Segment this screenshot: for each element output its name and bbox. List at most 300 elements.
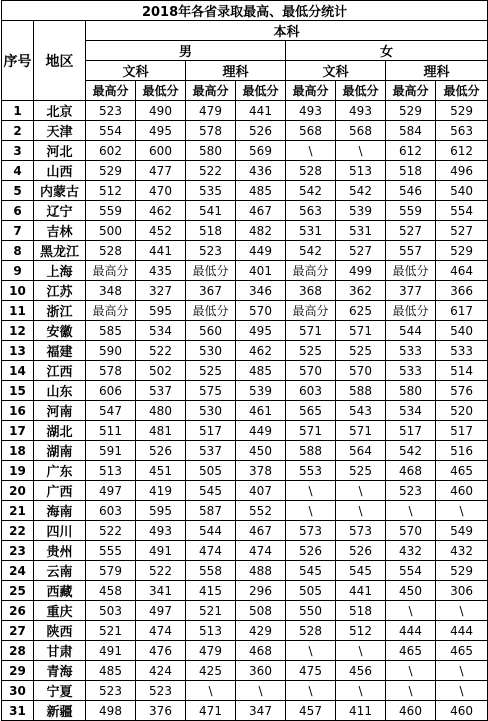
score-cell: 最低分 <box>386 301 436 321</box>
score-cell: 537 <box>186 441 236 461</box>
score-cell: 523 <box>86 101 136 121</box>
table-row <box>2 321 488 341</box>
score-cell: 490 <box>136 101 186 121</box>
score-cell: 429 <box>236 621 286 641</box>
score-cell: 559 <box>386 201 436 221</box>
score-cell: 580 <box>186 141 236 161</box>
score-cell: 543 <box>336 401 386 421</box>
score-cell: 485 <box>86 661 136 681</box>
table-row <box>2 241 488 261</box>
score-cell: 471 <box>186 701 236 721</box>
score-cell: 495 <box>236 321 286 341</box>
row-index: 10 <box>2 281 34 301</box>
row-index: 28 <box>2 641 34 661</box>
score-cell: \ <box>336 641 386 661</box>
table-row <box>2 581 488 601</box>
female-science-header: 理科 <box>386 61 488 81</box>
max-header: 最高分 <box>86 81 136 101</box>
score-cell: 588 <box>336 381 386 401</box>
score-cell: 590 <box>86 341 136 361</box>
score-cell: 514 <box>436 361 488 381</box>
score-cell: 505 <box>186 461 236 481</box>
score-cell: 528 <box>286 621 336 641</box>
score-cell: 540 <box>436 321 488 341</box>
score-cell: 571 <box>286 321 336 341</box>
score-cell: 545 <box>286 561 336 581</box>
row-index: 23 <box>2 541 34 561</box>
score-cell: 464 <box>436 261 488 281</box>
table-row <box>2 481 488 501</box>
score-cell: 378 <box>236 461 286 481</box>
score-cell: 549 <box>436 521 488 541</box>
region-name: 西藏 <box>34 581 86 601</box>
table-row <box>2 361 488 381</box>
score-cell: 612 <box>386 141 436 161</box>
table-row <box>2 341 488 361</box>
region-name: 福建 <box>34 341 86 361</box>
score-cell: 542 <box>286 181 336 201</box>
score-cell: 606 <box>86 381 136 401</box>
score-cell: 460 <box>436 481 488 501</box>
female-header: 女 <box>286 41 488 61</box>
score-cell: 479 <box>186 641 236 661</box>
score-cell: 570 <box>236 301 286 321</box>
score-cell: 523 <box>186 241 236 261</box>
region-name: 陕西 <box>34 621 86 641</box>
score-cell: 最高分 <box>286 261 336 281</box>
score-cell: 493 <box>136 521 186 541</box>
row-index: 26 <box>2 601 34 621</box>
region-name: 黑龙江 <box>34 241 86 261</box>
row-index: 4 <box>2 161 34 181</box>
score-cell: 523 <box>136 681 186 701</box>
score-cell: 612 <box>436 141 488 161</box>
region-name: 浙江 <box>34 301 86 321</box>
table-row <box>2 441 488 461</box>
score-cell: 481 <box>136 421 186 441</box>
score-cell: 571 <box>336 421 386 441</box>
score-cell: 545 <box>336 561 386 581</box>
score-cell: 537 <box>136 381 186 401</box>
score-cell: 444 <box>436 621 488 641</box>
score-cell: 529 <box>436 561 488 581</box>
score-cell: 527 <box>386 221 436 241</box>
score-cell: 580 <box>386 381 436 401</box>
score-cell: 554 <box>386 561 436 581</box>
score-cell: 625 <box>336 301 386 321</box>
score-cell: 535 <box>186 181 236 201</box>
score-cell: 450 <box>386 581 436 601</box>
score-cell: 530 <box>186 341 236 361</box>
score-cell: 468 <box>386 461 436 481</box>
table-row <box>2 661 488 681</box>
score-cell: 最低分 <box>386 261 436 281</box>
score-cell: \ <box>386 661 436 681</box>
score-cell: 296 <box>236 581 286 601</box>
score-cell: 518 <box>336 601 386 621</box>
region-name: 内蒙古 <box>34 181 86 201</box>
score-cell: 474 <box>136 621 186 641</box>
score-cell: 517 <box>386 421 436 441</box>
table-row <box>2 281 488 301</box>
score-cell: 520 <box>436 401 488 421</box>
score-cell: 570 <box>336 361 386 381</box>
score-cell: 521 <box>186 601 236 621</box>
table-row <box>2 501 488 521</box>
region-name: 湖南 <box>34 441 86 461</box>
table-row <box>2 561 488 581</box>
score-cell: 518 <box>386 161 436 181</box>
score-cell: 419 <box>136 481 186 501</box>
score-cell: 513 <box>186 621 236 641</box>
region-name: 山西 <box>34 161 86 181</box>
region-name: 海南 <box>34 501 86 521</box>
score-cell: 522 <box>86 521 136 541</box>
region-header: 地区 <box>34 21 86 101</box>
score-cell: 533 <box>386 361 436 381</box>
score-cell: 552 <box>236 501 286 521</box>
score-cell: 575 <box>186 381 236 401</box>
row-index: 24 <box>2 561 34 581</box>
score-cell: 441 <box>236 101 286 121</box>
table-row <box>2 701 488 721</box>
region-name: 贵州 <box>34 541 86 561</box>
score-cell: \ <box>286 641 336 661</box>
score-cell: 545 <box>186 481 236 501</box>
score-cell: 479 <box>186 101 236 121</box>
score-cell: 546 <box>386 181 436 201</box>
row-index: 6 <box>2 201 34 221</box>
score-cell: 415 <box>186 581 236 601</box>
score-cell: 480 <box>136 401 186 421</box>
score-cell: 579 <box>86 561 136 581</box>
score-cell: 595 <box>136 301 186 321</box>
table-row <box>2 181 488 201</box>
score-cell: 554 <box>436 201 488 221</box>
score-cell: \ <box>286 501 336 521</box>
score-cell: 493 <box>286 101 336 121</box>
score-cell: 444 <box>386 621 436 641</box>
region-name: 宁夏 <box>34 681 86 701</box>
score-cell: 526 <box>236 121 286 141</box>
score-cell: \ <box>336 141 386 161</box>
score-cell: 526 <box>136 441 186 461</box>
score-cell: 465 <box>436 641 488 661</box>
score-cell: 493 <box>336 101 386 121</box>
score-cell: \ <box>236 681 286 701</box>
score-cell: 576 <box>436 381 488 401</box>
score-cell: 465 <box>386 641 436 661</box>
score-cell: 522 <box>136 341 186 361</box>
table-row <box>2 141 488 161</box>
score-cell: 587 <box>186 501 236 521</box>
score-cell: 525 <box>286 341 336 361</box>
score-cell: 539 <box>236 381 286 401</box>
score-cell: 511 <box>86 421 136 441</box>
score-cell: 558 <box>186 561 236 581</box>
table-row <box>2 381 488 401</box>
table-row <box>2 201 488 221</box>
male-arts-header: 文科 <box>86 61 186 81</box>
min-header: 最低分 <box>336 81 386 101</box>
region-name: 山东 <box>34 381 86 401</box>
max-header: 最高分 <box>186 81 236 101</box>
score-cell: 306 <box>436 581 488 601</box>
row-index: 8 <box>2 241 34 261</box>
score-cell: 522 <box>186 161 236 181</box>
score-cell: 573 <box>286 521 336 541</box>
score-cell: 475 <box>286 661 336 681</box>
score-cell: 529 <box>436 241 488 261</box>
score-cell: 517 <box>186 421 236 441</box>
score-cell: 348 <box>86 281 136 301</box>
score-cell: 584 <box>386 121 436 141</box>
score-cell: 451 <box>136 461 186 481</box>
score-cell: 341 <box>136 581 186 601</box>
score-cell: 460 <box>386 701 436 721</box>
score-cell: 360 <box>236 661 286 681</box>
score-cell: 424 <box>136 661 186 681</box>
score-cell: 544 <box>386 321 436 341</box>
score-cell: 544 <box>186 521 236 541</box>
score-cell: 347 <box>236 701 286 721</box>
score-cell: 512 <box>86 181 136 201</box>
score-cell: 525 <box>336 461 386 481</box>
row-index: 31 <box>2 701 34 721</box>
male-science-header: 理科 <box>186 61 286 81</box>
score-cell: 368 <box>286 281 336 301</box>
score-cell: 435 <box>136 261 186 281</box>
score-cell: 541 <box>186 201 236 221</box>
row-index: 9 <box>2 261 34 281</box>
score-cell: \ <box>336 681 386 701</box>
score-cell: 573 <box>336 521 386 541</box>
score-cell: 467 <box>236 201 286 221</box>
score-cell: 617 <box>436 301 488 321</box>
table-row <box>2 641 488 661</box>
score-cell: 508 <box>236 601 286 621</box>
score-cell: 497 <box>86 481 136 501</box>
table-row <box>2 421 488 441</box>
row-index: 1 <box>2 101 34 121</box>
row-index: 13 <box>2 341 34 361</box>
table-row <box>2 301 488 321</box>
region-name: 湖北 <box>34 421 86 441</box>
score-table <box>1 0 488 721</box>
score-cell: 327 <box>136 281 186 301</box>
score-cell: 498 <box>86 701 136 721</box>
region-name: 安徽 <box>34 321 86 341</box>
score-cell: 527 <box>336 241 386 261</box>
score-cell: 563 <box>286 201 336 221</box>
table-row <box>2 101 488 121</box>
score-cell: 513 <box>336 161 386 181</box>
score-cell: 542 <box>386 441 436 461</box>
score-cell: 588 <box>286 441 336 461</box>
score-cell: 477 <box>136 161 186 181</box>
score-cell: 531 <box>286 221 336 241</box>
score-cell: 529 <box>436 101 488 121</box>
score-cell: 497 <box>136 601 186 621</box>
score-cell: 522 <box>136 561 186 581</box>
score-cell: \ <box>286 141 336 161</box>
score-cell: 513 <box>86 461 136 481</box>
score-cell: 485 <box>236 361 286 381</box>
score-cell: 534 <box>386 401 436 421</box>
score-cell: 476 <box>136 641 186 661</box>
row-index: 22 <box>2 521 34 541</box>
score-cell: 503 <box>86 601 136 621</box>
row-index: 12 <box>2 321 34 341</box>
score-cell: 461 <box>236 401 286 421</box>
score-cell: 525 <box>336 341 386 361</box>
score-cell: 563 <box>436 121 488 141</box>
score-cell: 568 <box>336 121 386 141</box>
score-cell: 516 <box>436 441 488 461</box>
score-cell: 523 <box>386 481 436 501</box>
score-cell: 467 <box>236 521 286 541</box>
female-arts-header: 文科 <box>286 61 386 81</box>
score-cell: 585 <box>86 321 136 341</box>
region-name: 重庆 <box>34 601 86 621</box>
score-cell: \ <box>286 681 336 701</box>
score-cell: 559 <box>86 201 136 221</box>
score-cell: 499 <box>336 261 386 281</box>
min-header: 最低分 <box>136 81 186 101</box>
table-row <box>2 221 488 241</box>
score-cell: 468 <box>236 641 286 661</box>
row-index: 20 <box>2 481 34 501</box>
score-cell: 432 <box>436 541 488 561</box>
score-cell: 602 <box>86 141 136 161</box>
score-cell: 578 <box>86 361 136 381</box>
score-cell: 554 <box>86 121 136 141</box>
row-index: 3 <box>2 141 34 161</box>
row-index: 25 <box>2 581 34 601</box>
score-cell: 500 <box>86 221 136 241</box>
table-row <box>2 121 488 141</box>
score-cell: 502 <box>136 361 186 381</box>
region-name: 河北 <box>34 141 86 161</box>
region-name: 广西 <box>34 481 86 501</box>
score-cell: 525 <box>186 361 236 381</box>
region-name: 江苏 <box>34 281 86 301</box>
row-index: 5 <box>2 181 34 201</box>
score-cell: 512 <box>336 621 386 641</box>
score-cell: \ <box>386 601 436 621</box>
score-cell: 496 <box>436 161 488 181</box>
score-cell: 474 <box>186 541 236 561</box>
table-row <box>2 621 488 641</box>
score-cell: 458 <box>86 581 136 601</box>
score-cell: 570 <box>386 521 436 541</box>
region-name: 吉林 <box>34 221 86 241</box>
region-name: 青海 <box>34 661 86 681</box>
region-name: 甘肃 <box>34 641 86 661</box>
table-row <box>2 521 488 541</box>
score-cell: 533 <box>386 341 436 361</box>
score-cell: 550 <box>286 601 336 621</box>
min-header: 最低分 <box>236 81 286 101</box>
score-cell: 578 <box>186 121 236 141</box>
row-index: 16 <box>2 401 34 421</box>
table-row <box>2 461 488 481</box>
score-cell: 最低分 <box>186 261 236 281</box>
score-cell: 457 <box>286 701 336 721</box>
row-index: 30 <box>2 681 34 701</box>
score-cell: 595 <box>136 501 186 521</box>
score-cell: \ <box>336 501 386 521</box>
score-cell: 557 <box>386 241 436 261</box>
score-cell: \ <box>186 681 236 701</box>
region-name: 天津 <box>34 121 86 141</box>
score-cell: \ <box>436 661 488 681</box>
row-index: 2 <box>2 121 34 141</box>
score-cell: 568 <box>286 121 336 141</box>
score-cell: 530 <box>186 401 236 421</box>
score-cell: 517 <box>436 421 488 441</box>
score-cell: 362 <box>336 281 386 301</box>
score-cell: 474 <box>236 541 286 561</box>
score-cell: 526 <box>286 541 336 561</box>
max-header: 最高分 <box>386 81 436 101</box>
score-cell: 最高分 <box>286 301 336 321</box>
region-name: 广东 <box>34 461 86 481</box>
score-cell: 569 <box>236 141 286 161</box>
row-index: 7 <box>2 221 34 241</box>
score-cell: 465 <box>436 461 488 481</box>
score-cell: 377 <box>386 281 436 301</box>
score-cell: 441 <box>336 581 386 601</box>
score-cell: 565 <box>286 401 336 421</box>
score-cell: 460 <box>436 701 488 721</box>
score-cell: 555 <box>86 541 136 561</box>
score-cell: \ <box>386 501 436 521</box>
score-cell: 488 <box>236 561 286 581</box>
score-cell: 436 <box>236 161 286 181</box>
max-header: 最高分 <box>286 81 336 101</box>
score-cell: 540 <box>436 181 488 201</box>
region-name: 江西 <box>34 361 86 381</box>
score-cell: 366 <box>436 281 488 301</box>
score-cell: 452 <box>136 221 186 241</box>
score-cell: 533 <box>436 341 488 361</box>
region-name: 新疆 <box>34 701 86 721</box>
table-row <box>2 681 488 701</box>
score-cell: 528 <box>86 241 136 261</box>
region-name: 上海 <box>34 261 86 281</box>
score-cell: 462 <box>236 341 286 361</box>
score-cell: 491 <box>136 541 186 561</box>
row-index: 14 <box>2 361 34 381</box>
score-cell: 456 <box>336 661 386 681</box>
score-cell: 603 <box>286 381 336 401</box>
category-header: 本科 <box>86 21 488 41</box>
index-header: 序号 <box>2 21 34 101</box>
score-cell: 603 <box>86 501 136 521</box>
score-cell: 485 <box>236 181 286 201</box>
score-cell: 528 <box>286 161 336 181</box>
score-cell: 539 <box>336 201 386 221</box>
score-cell: 547 <box>86 401 136 421</box>
score-cell: 571 <box>336 321 386 341</box>
score-cell: 最高分 <box>86 261 136 281</box>
score-cell: 523 <box>86 681 136 701</box>
score-cell: 425 <box>186 661 236 681</box>
score-cell: 491 <box>86 641 136 661</box>
score-cell: 521 <box>86 621 136 641</box>
score-cell: 346 <box>236 281 286 301</box>
